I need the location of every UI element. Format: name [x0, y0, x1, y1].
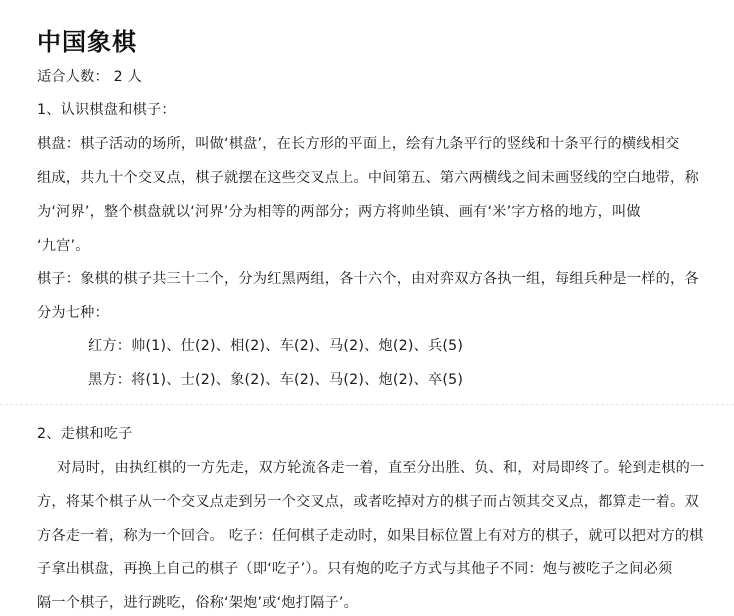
red-pieces-line: 红方：帅(1)、仕(2)、相(2)、车(2)、马(2)、炮(2)、兵(5) [88, 338, 464, 354]
pieces-paragraph-line: 棋子：象棋的棋子共三十二个，分为红黑两组，各十六个，由对弈双方各执一组，每组兵种是一样的，各 [37, 271, 699, 287]
section1-heading: 1、认识棋盘和棋子： [37, 102, 176, 118]
rules-paragraph-line: 对局时，由执红棋的一方先走，双方轮流各走一着，直至分出胜、负、和，对局即终了。轮到走棋的一 [57, 460, 705, 476]
players-line: 适合人数： 2 人 [37, 69, 142, 85]
section2-heading: 2、走棋和吃子 [37, 426, 133, 442]
rules-paragraph-line: 方各走一着，称为一个回合。 吃子：任何棋子走动时，如果目标位置上有对方的棋子，就可以把对方的棋 [37, 528, 704, 544]
rules-paragraph-line: 子拿出棋盘，再换上自己的棋子（即‘吃子’）。只有炮的吃子方式与其他子不同：炮与被吃子之间必须 [37, 561, 673, 577]
section-divider [0, 404, 734, 405]
page-title: 中国象棋 [37, 28, 137, 56]
board-paragraph-line: 棋盘：棋子活动的场所，叫做‘棋盘’，在长方形的平面上，绘有九条平行的竖线和十条平行的横线相交 [37, 136, 680, 152]
board-paragraph-line: 为‘河界’，整个棋盘就以‘河界’分为相等的两部分；两方将帅坐镇、画有‘米’字方格的地方，叫做 [37, 204, 641, 220]
pieces-paragraph-line: 分为七种： [37, 305, 109, 321]
rules-paragraph-line: 方，将某个棋子从一个交叉点走到另一个交叉点，或者吃掉对方的棋子而占领其交叉点，都算走一着。双 [37, 494, 699, 510]
board-paragraph-line: 组成，共九十个交叉点，棋子就摆在这些交叉点上。中间第五、第六两横线之间未画竖线的空白地带，称 [37, 170, 699, 186]
rules-paragraph-line: 隔一个棋子，进行跳吃，俗称‘架炮’或‘炮打隔子’。 [37, 595, 358, 611]
board-paragraph-line: ‘九宫’。 [37, 238, 90, 254]
black-pieces-line: 黑方：将(1)、士(2)、象(2)、车(2)、马(2)、炮(2)、卒(5) [88, 372, 464, 388]
